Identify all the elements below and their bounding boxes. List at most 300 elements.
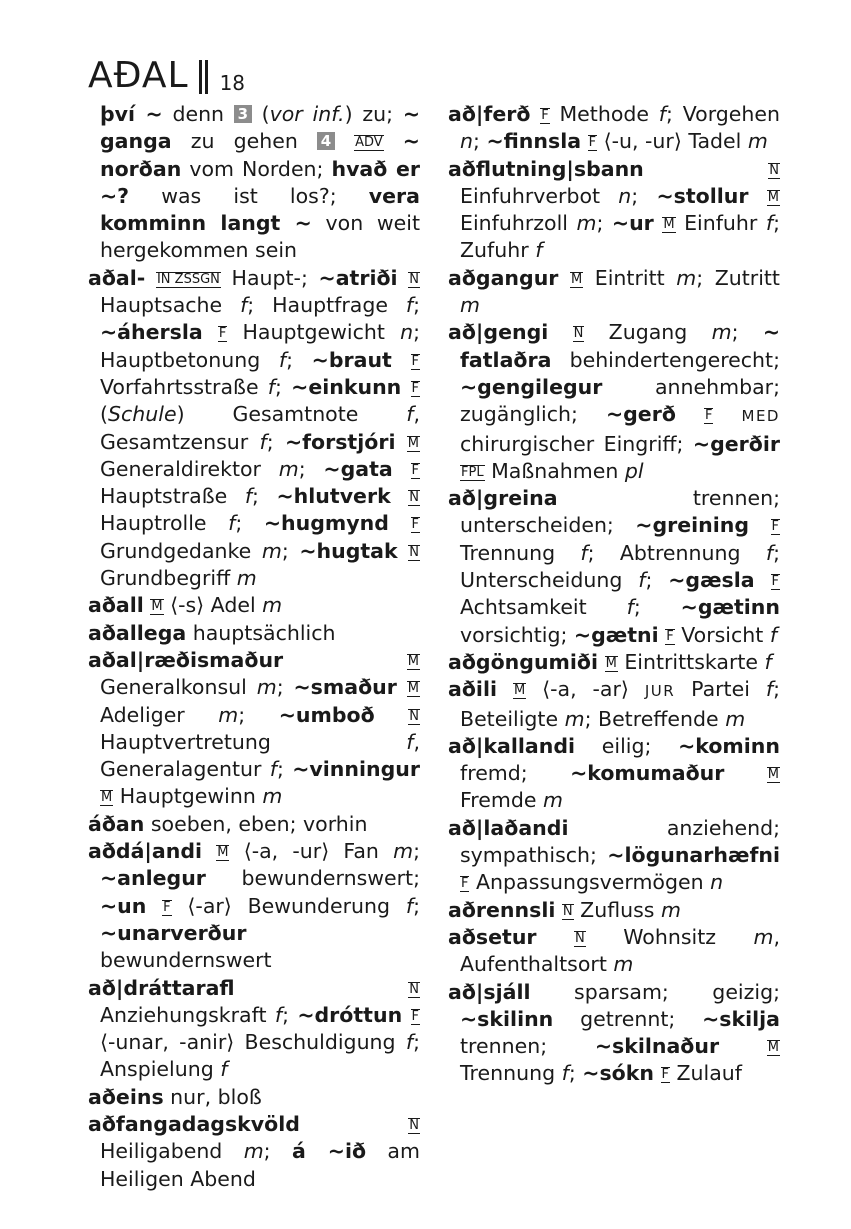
headword: ~vinningur: [292, 757, 420, 782]
grammar-abbrev: f: [765, 211, 774, 236]
text-run: ⟨-unar, -anir⟩ Beschuldigung: [100, 1030, 406, 1055]
headword: aðgangur: [448, 265, 559, 290]
headword: að|gengi: [448, 320, 549, 345]
dictionary-entry: [448, 485, 780, 649]
text-run: ;: [276, 757, 293, 782]
text-run: Grundgedanke: [100, 538, 262, 563]
gender-label: M: [101, 790, 113, 806]
text-run: [724, 761, 766, 785]
gender-label: ADV: [355, 135, 383, 151]
text-run: (: [251, 102, 270, 126]
dictionary-entry: [88, 811, 420, 838]
text-run: bewundernswert: [100, 948, 272, 973]
grammar-abbrev: pl: [624, 458, 644, 483]
headword: aðgöngumiði: [448, 649, 599, 674]
text-run: Generalkonsul: [100, 675, 257, 700]
headword: ~dróttun: [297, 1002, 403, 1027]
text-run: Generaldirektor: [100, 456, 279, 481]
text-run: ;: [276, 675, 294, 700]
page-number: 18: [219, 71, 246, 95]
text-run: ⟨-a, -ar⟩: [526, 677, 645, 702]
text-run: ;: [413, 839, 420, 864]
grammar-abbrev: m: [613, 952, 634, 977]
text-run: [537, 925, 574, 949]
gender-label: M: [217, 845, 229, 861]
grammar-abbrev: f: [278, 347, 287, 372]
headword: hvað er ~?: [100, 156, 420, 208]
text-run: trennen; unterscheiden;: [460, 486, 780, 538]
text-run: Anziehungskraft: [100, 1002, 275, 1027]
grammar-abbrev: f: [259, 429, 267, 454]
text-run: ; Unterscheidung: [460, 540, 780, 593]
grammar-abbrev: Schule: [108, 402, 177, 427]
headword: að|laðandi: [448, 815, 569, 840]
text-run: ; Anspielung: [100, 1030, 420, 1082]
headword: ~ norðan: [100, 129, 420, 181]
grammar-abbrev: m: [725, 706, 746, 731]
text-run: [392, 348, 411, 372]
gender-label: N: [409, 544, 419, 560]
grammar-abbrev: f: [406, 402, 414, 427]
sense-number: 3: [234, 105, 252, 123]
dictionary-entry: [88, 592, 420, 619]
gender-label: M: [767, 767, 779, 783]
text-run: was ist los?;: [129, 183, 369, 208]
grammar-abbrev: f: [240, 293, 248, 318]
headword: því ~: [100, 102, 163, 126]
text-run: Vorfahrtsstraße: [100, 374, 268, 399]
gender-label: F: [411, 1008, 419, 1024]
headword: ~lögunarhæfni: [607, 843, 780, 868]
dictionary-entry: [448, 265, 780, 320]
grammar-abbrev: f: [626, 595, 634, 620]
text-run: ;: [298, 456, 324, 481]
grammar-abbrev: m: [460, 293, 480, 318]
grammar-abbrev: m: [262, 784, 283, 809]
dictionary-entry: [448, 156, 780, 265]
headword: að|kallandi: [448, 733, 576, 758]
gender-label: N: [573, 326, 584, 342]
text-run: ; Beteiligte: [460, 677, 780, 731]
gender-label: N: [409, 708, 419, 724]
text-run: ;: [266, 429, 285, 454]
text-run: Hauptgewinn: [113, 784, 263, 809]
text-run: Maßnahmen: [484, 458, 625, 483]
grammar-abbrev: m: [262, 593, 283, 618]
text-run: ; Zufuhr: [460, 211, 780, 263]
headword: ~hugtak: [299, 538, 398, 563]
text-run: soeben, eben; vorhin: [144, 811, 368, 836]
grammar-abbrev: f: [658, 102, 667, 126]
text-run: [749, 513, 770, 537]
grammar-abbrev: vor inf.: [269, 102, 345, 126]
headword: aðili: [448, 677, 497, 702]
headword: aðdá|andi: [88, 839, 203, 864]
headword: ~ur: [611, 211, 654, 236]
text-run: Eintritt: [583, 265, 677, 290]
headword: ~gætinn: [680, 595, 780, 620]
text-run: Vorsicht: [674, 622, 770, 647]
grammar-abbrev: m: [676, 265, 697, 290]
text-run: [530, 102, 540, 126]
grammar-abbrev: f: [274, 1002, 283, 1027]
text-run: Partei: [675, 677, 766, 702]
text-run: ; Betreffende: [584, 706, 726, 731]
gender-label: N: [409, 271, 419, 287]
dictionary-entry: [448, 897, 780, 924]
text-run: ;: [235, 511, 264, 536]
text-run: ;: [596, 211, 612, 236]
headword: aðflutning|sbann: [448, 156, 644, 181]
headword: að|dráttarafl: [88, 975, 235, 1000]
headword: aðall: [88, 593, 144, 618]
text-run: ;: [631, 183, 657, 208]
text-run: [393, 457, 411, 481]
text-run: Trennung: [460, 540, 581, 565]
text-run: Anpassungsvermögen: [469, 870, 711, 895]
headword: ~kominn: [678, 733, 780, 758]
text-run: ; Hauptfrage: [247, 293, 406, 318]
text-run: [202, 839, 216, 863]
headword: ~smaður: [293, 675, 397, 700]
gender-label: M: [605, 655, 617, 671]
text-run: ⟨-u, -ur⟩ Tadel: [597, 129, 748, 154]
text-run: Hauptvertretung: [100, 729, 407, 754]
text-run: anziehend; sympathisch;: [460, 815, 780, 868]
text-run: [644, 157, 768, 181]
headword: aðallega: [88, 620, 187, 645]
text-run: [375, 703, 409, 727]
text-run: [389, 511, 411, 535]
text-run: Wohnsitz: [585, 924, 754, 949]
headword: ~áhersla: [100, 320, 203, 345]
headword: ~hlutverk: [276, 484, 391, 509]
text-run: [335, 129, 354, 153]
text-run: Hauptgewicht: [227, 320, 401, 345]
grammar-abbrev: m: [753, 924, 774, 949]
grammar-abbrev: m: [218, 702, 239, 727]
dictionary-entry: [88, 265, 420, 593]
dictionary-entry: [448, 649, 780, 676]
text-run: [146, 894, 162, 918]
text-run: ) Gesamtnote: [176, 402, 407, 427]
grammar-abbrev: f: [244, 484, 253, 509]
headword: ~braut: [311, 347, 392, 372]
running-header: [88, 50, 245, 94]
headword: ~gengilegur: [460, 374, 603, 399]
gender-label: M: [663, 217, 675, 233]
text-run: ⟨-a, -ur⟩ Fan: [229, 839, 394, 864]
headword: ~hugmynd: [263, 511, 389, 536]
text-run: Trennung: [460, 1061, 562, 1086]
text-run: Hauptstraße: [100, 484, 245, 509]
gender-label: M: [151, 599, 163, 615]
grammar-abbrev: f: [769, 622, 778, 647]
text-run: getrennt;: [553, 1006, 703, 1031]
text-run: Heiligabend: [100, 1139, 244, 1164]
grammar-abbrev: m: [660, 897, 681, 922]
gender-label: M: [570, 271, 583, 287]
gender-label: F: [588, 135, 597, 151]
text-run: [497, 677, 513, 701]
headword: aðfangadagskvöld: [88, 1111, 300, 1136]
text-run: [401, 375, 410, 399]
gender-label: M: [513, 683, 526, 699]
headword: ~anlegur: [100, 866, 206, 891]
gender-label: M: [407, 681, 419, 697]
text-run: hauptsächlich: [186, 620, 336, 645]
grammar-abbrev: m: [543, 788, 563, 813]
headword: aðrennsli: [448, 897, 556, 922]
text-run: [397, 675, 407, 699]
gender-label: F: [541, 108, 549, 123]
text-run: Einfuhrverbot: [460, 183, 619, 208]
text-run: [283, 648, 407, 672]
text-run: Fremde: [460, 788, 544, 813]
grammar-abbrev: m: [261, 538, 282, 563]
headword: ~skilja: [702, 1006, 780, 1031]
grammar-abbrev: m: [711, 320, 732, 345]
headword: vera komminn langt ~: [100, 183, 420, 236]
text-run: ⟨-ar⟩ Bewunderung: [171, 893, 406, 918]
headword: ~un: [100, 893, 147, 918]
gender-label: F: [411, 462, 419, 478]
dictionary-entry: [88, 1084, 420, 1111]
grammar-abbrev: f: [765, 540, 774, 565]
dictionary-entry: [448, 676, 780, 733]
text-run: ;: [238, 702, 279, 727]
gender-label: F: [661, 1067, 669, 1083]
headword: aðal|ræðismaður: [88, 647, 284, 672]
text-run: nur, bloß: [163, 1084, 262, 1109]
gender-label: F: [771, 574, 779, 590]
gender-label: FPL: [461, 464, 484, 480]
gender-label: IN ZSSGN: [156, 271, 220, 287]
gender-label: M: [407, 653, 419, 669]
text-run: ) zu;: [344, 102, 403, 126]
text-run: Zugang: [584, 320, 712, 345]
headword: ~komumaður: [570, 761, 725, 786]
text-run: Methode: [549, 102, 659, 126]
text-run: fremd;: [460, 761, 571, 786]
dictionary-entry: [88, 1111, 420, 1193]
grammar-abbrev: m: [236, 566, 257, 591]
headword: ~ ganga: [100, 102, 420, 154]
text-run: ;: [473, 129, 487, 154]
grammar-abbrev: f: [267, 374, 275, 399]
gender-label: N: [409, 1117, 419, 1133]
text-run: trennen;: [460, 1034, 595, 1059]
text-run: Zulauf: [669, 1061, 743, 1086]
text-run: [398, 266, 409, 290]
text-run: ;: [568, 1061, 583, 1086]
headword: áðan: [88, 811, 145, 836]
text-run: von weit hergekommen sein: [100, 211, 421, 263]
text-run: [145, 266, 156, 290]
grammar-abbrev: m: [564, 706, 585, 731]
text-run: ;: [645, 568, 669, 593]
dictionary-entry: [448, 815, 780, 897]
grammar-abbrev: f: [638, 568, 646, 593]
headword: ~stollur: [656, 183, 749, 208]
text-run: ;: [633, 595, 681, 620]
text-run: , Aufenthaltsort: [460, 924, 780, 977]
headword: ~finnsla: [486, 129, 582, 154]
grammar-abbrev: n: [618, 183, 632, 208]
text-run: ;: [275, 374, 292, 399]
dictionary-entry: [88, 838, 420, 974]
headword: ~unarverður: [100, 920, 247, 945]
text-run: Adeliger: [100, 702, 219, 727]
text-run: (: [100, 402, 108, 427]
grammar-abbrev: m: [393, 839, 414, 864]
gender-label: F: [666, 628, 674, 644]
text-run: [235, 976, 409, 1000]
text-run: [203, 320, 218, 344]
text-run: [749, 184, 767, 208]
headword: aðal-: [88, 265, 146, 290]
grammar-abbrev: f: [406, 729, 414, 754]
text-run: Hauptsache: [100, 293, 241, 318]
dictionary-entry: [448, 733, 780, 815]
gender-label: N: [562, 903, 573, 919]
grammar-abbrev: f: [228, 511, 236, 536]
text-run: [713, 402, 741, 426]
entry-continuation: [88, 101, 420, 265]
gender-label: N: [409, 981, 419, 997]
text-run: Grundbegriff: [100, 566, 237, 591]
text-run: , Generalagentur: [100, 729, 420, 782]
gender-label: F: [704, 408, 713, 424]
text-run: ;: [413, 293, 421, 318]
grammar-abbrev: m: [576, 211, 597, 236]
text-run: [395, 430, 406, 454]
grammar-abbrev: f: [764, 649, 772, 674]
text-run: ; Hauptbetonung: [100, 320, 420, 372]
dictionary-entry: [448, 101, 780, 156]
gender-label: F: [461, 876, 469, 892]
text-run: [402, 1003, 410, 1027]
grammar-abbrev: f: [765, 677, 774, 702]
headword: ~skilinn: [460, 1006, 554, 1031]
grammar-abbrev: n: [400, 320, 414, 345]
dictionary-entry: [448, 979, 780, 1088]
sense-number: 4: [317, 132, 335, 150]
text-run: behindertengerecht;: [551, 347, 780, 372]
text-run: ;: [263, 1139, 292, 1164]
grammar-abbrev: n: [710, 870, 724, 895]
dictionary-entry: [88, 647, 420, 811]
text-run: ;: [281, 538, 300, 563]
text-run: [558, 266, 570, 290]
text-run: [676, 402, 704, 426]
text-run: ;: [731, 320, 763, 345]
text-run: Eintrittskarte: [617, 649, 765, 674]
headword: ~gæsla: [668, 568, 755, 593]
text-run: [384, 129, 403, 153]
headword: ~skilnaður: [594, 1034, 720, 1059]
headword: ~gerð: [605, 402, 676, 427]
text-run: Haupt-;: [220, 265, 319, 290]
headword: ~ fatlaðra: [460, 320, 780, 372]
text-run: [398, 539, 409, 563]
headword: aðsetur: [448, 924, 537, 949]
grammar-abbrev: f: [535, 238, 543, 263]
grammar-abbrev: m: [747, 129, 768, 154]
text-run: [654, 211, 663, 235]
text-run: ; Abtrennung: [587, 540, 766, 565]
text-run: [300, 1112, 408, 1136]
gender-label: M: [767, 189, 779, 205]
text-run: ; Zutritt: [696, 265, 780, 290]
text-run: sparsam; geizig;: [530, 979, 780, 1004]
gender-label: F: [218, 326, 227, 342]
headword: ~gerðir: [692, 431, 780, 456]
text-run: annehmbar; zugänglich;: [460, 374, 780, 427]
grammar-abbrev: m: [243, 1139, 264, 1164]
grammar-abbrev: f: [580, 540, 588, 565]
text-run: Achtsamkeit: [460, 595, 627, 620]
text-run: ;: [413, 893, 420, 918]
text-run: Hauptrolle: [100, 511, 229, 536]
text-run: [719, 1034, 767, 1058]
grammar-abbrev: m: [256, 675, 277, 700]
double-bar-divider: [199, 60, 208, 94]
headword: ~gata: [323, 456, 393, 481]
gender-label: N: [575, 930, 585, 946]
text-run: [548, 320, 572, 344]
gender-label: F: [411, 353, 419, 369]
grammar-abbrev: n: [460, 129, 473, 154]
headword: ~umboð: [278, 702, 375, 727]
grammar-abbrev: f: [405, 293, 414, 318]
guide-word: AÐAL: [88, 55, 189, 96]
dictionary-entry: [88, 620, 420, 647]
gender-label: M: [767, 1040, 779, 1056]
headword: að|sjáll: [448, 979, 531, 1004]
grammar-abbrev: f: [269, 757, 277, 782]
grammar-abbrev: m: [278, 456, 299, 481]
headword: aðeins: [88, 1084, 164, 1109]
text-run: ⟨-s⟩ Adel: [163, 593, 263, 618]
text-run: zu gehen: [171, 129, 317, 154]
grammar-abbrev: f: [405, 1030, 414, 1055]
gender-label: F: [411, 517, 419, 533]
headword: ~greining: [635, 513, 750, 538]
headword: að|greina: [448, 486, 558, 511]
dictionary-entry: [88, 975, 420, 1084]
gender-label: F: [411, 380, 419, 396]
right-column: [448, 101, 780, 1088]
headword: ~gætni: [573, 622, 659, 647]
gender-label: F: [771, 519, 779, 535]
text-run: am Heiligen Abend: [100, 1139, 420, 1191]
gender-label: N: [769, 162, 779, 178]
gender-label: F: [163, 899, 171, 915]
text-run: ;: [252, 484, 277, 509]
text-run: , Gesamtzensur: [100, 402, 420, 454]
text-run: ;: [286, 347, 312, 372]
left-column: [88, 101, 420, 1193]
headword: ~forstjóri: [284, 429, 396, 454]
text-run: chirurgischer Eingriff;: [460, 431, 693, 456]
gender-label: M: [407, 435, 419, 451]
grammar-abbrev: f: [561, 1061, 569, 1086]
text-run: ; Vorgehen: [666, 102, 780, 126]
text-run: Zufluss: [573, 897, 661, 922]
dictionary-entry: [448, 319, 780, 485]
text-run: eilig;: [575, 733, 679, 758]
